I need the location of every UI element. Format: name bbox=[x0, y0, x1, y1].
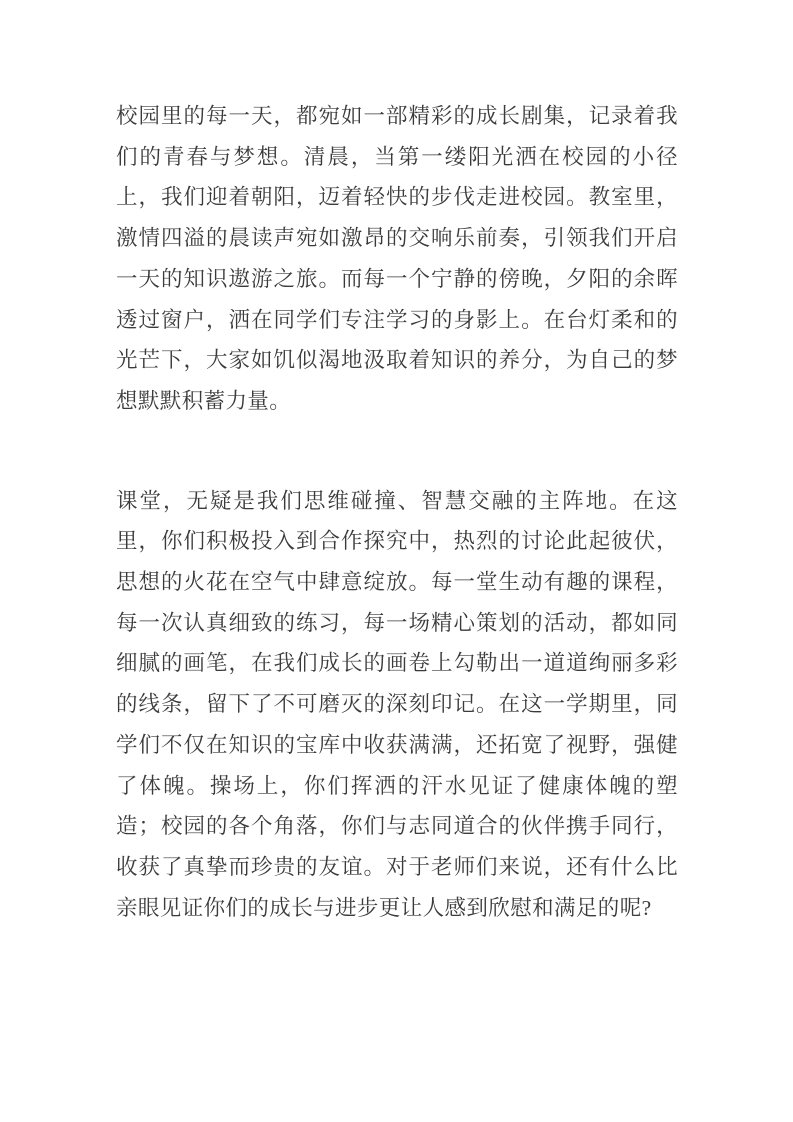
paragraph-classroom-growth: 课堂，无疑是我们思维碰撞、智慧交融的主阵地。在这里，你们积极投入到合作探究中，热烈的讨论此起彼伏，思想的火花在空气中肆意绽放。每一堂生动有趣的课程，每一次认真细致的练习，每一场精心策划的活动，都如同细腻的画笔，在我们成长的画卷上勾勒出一道道绚丽多彩的线条，留下了不可磨灭的深刻印记。在这一学期里，同学们不仅在知识的宝库中收获满满，还拓宽了视野，强健了体魄。操场上，你们挥洒的汗水见证了健康体魄的塑造；校园的各个角落，你们与志同道合的伙伴携手同行，收获了真挚而珍贵的友谊。对于老师们来说，还有什么比亲眼见证你们的成长与进步更让人感到欣慰和满足的呢? bbox=[116, 488, 678, 920]
paragraph-campus-daily-life: 校园里的每一天，都宛如一部精彩的成长剧集，记录着我们的青春与梦想。清晨，当第一缕阳光洒在校园的小径上，我们迎着朝阳，迈着轻快的步伐走进校园。教室里，激情四溢的晨读声宛如激昂的交响乐前奏，引领我们开启一天的知识遨游之旅。而每一个宁静的傍晚，夕阳的余晖透过窗户，洒在同学们专注学习的身影上。在台灯柔和的光芒下，大家如饥似渴地汲取着知识的养分，为自己的梦想默默积蓄力量。 bbox=[116, 104, 678, 413]
